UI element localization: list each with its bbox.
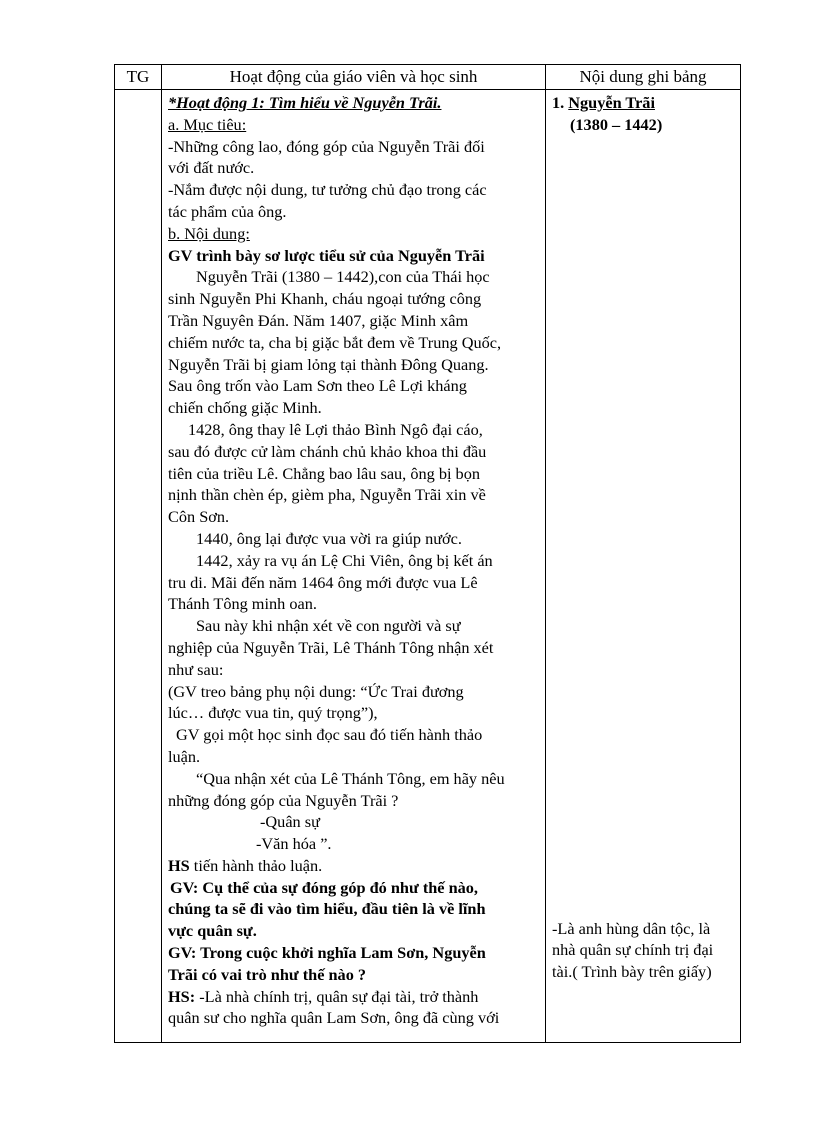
objective-line: với đất nước. [168, 158, 255, 178]
year-1442-line: Thánh Tông minh oan. [168, 594, 317, 614]
bio-line: chiến chống giặc Minh. [168, 398, 322, 418]
gv-detail-line: GV: Cụ thể của sự đóng góp đó như thế nào, [170, 877, 479, 897]
remark-line: như sau: [168, 659, 224, 679]
gv-detail-line: chúng ta sẽ đi vào tìm hiểu, đầu tiên là về lĩnh [168, 899, 486, 919]
board-note: -Là anh hùng dân tộc, là nhà quân sự chính trị đại tài.( Trình bày trên giấy) [552, 918, 714, 982]
objective-line: -Những công lao, đóng góp của Nguyễn Trãi đối [168, 136, 485, 156]
remark-line: nghiệp của Nguyễn Trãi, Lê Thánh Tông nhận xét [168, 637, 494, 657]
year-1428-line: 1428, ông thay lê Lợi thảo Bình Ngô đại cáo, [188, 419, 483, 439]
item-culture: -Văn hóa ”. [256, 834, 332, 854]
activities-cell [162, 90, 546, 1043]
question-line: “Qua nhận xét của Lê Thánh Tông, em hãy nêu [196, 768, 505, 788]
hs-answer-line [168, 986, 541, 1008]
bio-line: Nguyễn Trãi (1380 – 1442),con của Thái học [196, 267, 490, 287]
year-1428-line: sau đó được cử làm chánh chủ khảo khoa thi đầu [168, 441, 487, 461]
board-note-line: lúc… được vua tin, quý trọng”), [168, 703, 378, 723]
board-note-line: (GV treo bảng phụ nội dung: “Ức Trai đương [168, 681, 464, 701]
bio-line: chiếm nước ta, cha bị giặc bắt đem về Trung Quốc, [168, 332, 502, 352]
lesson-plan-table [114, 64, 741, 1043]
year-1442-line: tru di. Mãi đến năm 1464 ông mới được vua Lê [168, 572, 478, 592]
year-1428-line: tiên của triều Lê. Chẳng bao lâu sau, ông bị bọn [168, 463, 480, 483]
question-line: những đóng góp của Nguyễn Trãi ? [168, 790, 399, 810]
bio-line: sinh Nguyễn Phi Khanh, cháu ngoại tướng công [168, 289, 482, 309]
board-title-number: 1. [552, 93, 569, 112]
hs-label: HS [168, 855, 190, 875]
objective-label: a. Mục tiêu: [168, 114, 247, 134]
year-1440-line: 1440, ông lại được vua vời ra giúp nước. [196, 528, 462, 548]
hs-answer-label: HS: [168, 986, 196, 1006]
bio-line: Nguyễn Trãi bị giam lỏng tại thành Đông Quang. [168, 354, 489, 374]
year-1428-line: Côn Sơn. [168, 507, 230, 527]
content-label: b. Nội dung: [168, 223, 250, 243]
hs-discuss-line [168, 855, 541, 877]
tg-cell [115, 90, 162, 1043]
year-1428-line: nịnh thần chèn ép, gièm pha, Nguyễn Trãi xin về [168, 485, 486, 505]
hs-discuss-text: tiến hành thảo luận. [189, 855, 323, 875]
bio-line: Trần Nguyên Đán. Năm 1407, giặc Minh xâm [168, 310, 469, 330]
call-line: GV gọi một học sinh đọc sau đó tiến hành thảo [176, 725, 483, 745]
hs-answer-text: -Là nhà chính trị, quân sự đại tài, trở thành [195, 986, 479, 1006]
objective-line: -Nắm được nội dung, tư tưởng chủ đạo trong các [168, 180, 487, 200]
gv-question-line: GV: Trong cuộc khởi nghĩa Lam Sơn, Nguyễn [168, 943, 486, 963]
board-years: (1380 – 1442) [570, 114, 663, 134]
gv-intro: GV trình bày sơ lược tiểu sử của Nguyễn Trãi [168, 245, 485, 265]
table-header-row [115, 65, 741, 90]
activity-heading: *Hoạt động 1: Tìm hiểu về Nguyễn Trãi. [168, 93, 442, 112]
gv-detail-line: vực quân sự. [168, 921, 257, 941]
header-activities: Hoạt động của giáo viên và học sinh [162, 65, 546, 90]
hs-answer-line: quân sư cho nghĩa quân Lam Sơn, ông đã cùng với [168, 1008, 500, 1028]
table-row [115, 90, 741, 1043]
board-title-name: Nguyễn Trãi [568, 93, 655, 112]
call-line: luận. [168, 746, 201, 766]
item-military: -Quân sự [260, 812, 320, 832]
header-board-content: Nội dung ghi bảng [546, 65, 741, 90]
board-title [552, 92, 736, 114]
header-tg: TG [115, 65, 162, 90]
objective-line: tác phẩm của ông. [168, 201, 287, 221]
year-1442-line: 1442, xảy ra vụ án Lệ Chi Viên, ông bị kết án [196, 550, 493, 570]
board-content-cell [546, 90, 741, 1043]
board-spacer [552, 136, 736, 918]
gv-question-line: Trãi có vai trò như thế nào ? [168, 964, 367, 984]
bio-line: Sau ông trốn vào Lam Sơn theo Lê Lợi kháng [168, 376, 467, 396]
remark-line: Sau này khi nhận xét về con người và sự [196, 616, 461, 636]
